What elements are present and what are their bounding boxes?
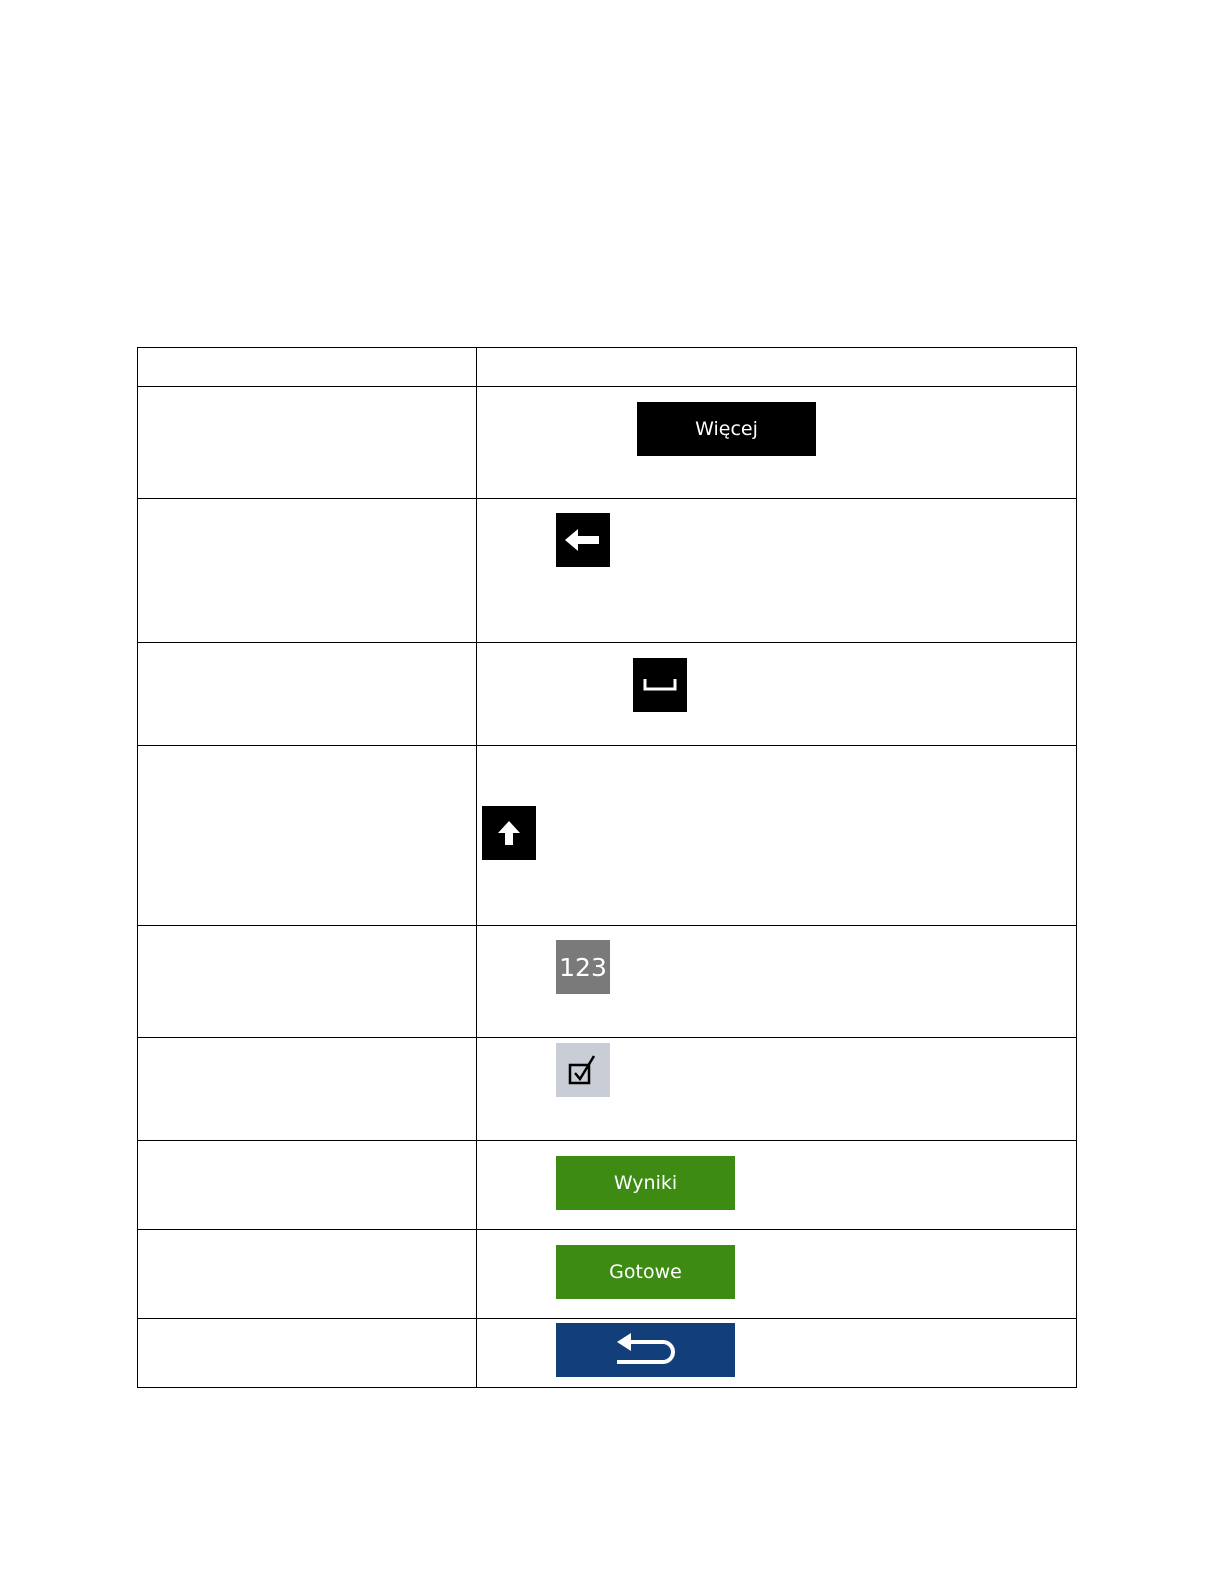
results-button[interactable] <box>556 1156 735 1210</box>
table-row <box>138 387 1077 499</box>
table-cell-action <box>477 1038 1077 1141</box>
table-cell-description <box>138 1038 477 1141</box>
table-cell-description <box>138 926 477 1038</box>
table-cell-action <box>477 746 1077 926</box>
table-row <box>138 1230 1077 1319</box>
table-cell-action <box>477 1141 1077 1230</box>
more-button[interactable] <box>637 402 816 456</box>
table-row <box>138 499 1077 643</box>
table-cell-description <box>138 499 477 643</box>
table-cell-description <box>138 1230 477 1319</box>
controls-table <box>137 347 1077 1388</box>
table-cell-action <box>477 1319 1077 1388</box>
table-cell-action <box>477 1230 1077 1319</box>
checkbox-checked-icon <box>567 1053 599 1087</box>
table-cell-action <box>477 499 1077 643</box>
table-cell-action <box>477 643 1077 746</box>
done-button-label: Gotowe <box>609 1261 682 1283</box>
table-row <box>138 1038 1077 1141</box>
table-row <box>138 1141 1077 1230</box>
space-button[interactable] <box>633 658 687 712</box>
header-cell-left <box>138 348 477 387</box>
numeric-button-label: 123 <box>559 952 607 982</box>
table-header-row <box>138 348 1077 387</box>
checkbox-button[interactable] <box>556 1043 610 1097</box>
back-button[interactable] <box>556 1323 735 1377</box>
table-row <box>138 746 1077 926</box>
up-arrow-icon <box>496 819 522 847</box>
shift-button[interactable] <box>482 806 536 860</box>
more-button-label: Więcej <box>695 418 758 440</box>
table-cell-description <box>138 1141 477 1230</box>
numeric-keyboard-button[interactable] <box>556 940 610 994</box>
backspace-button[interactable] <box>556 513 610 567</box>
table-cell-action <box>477 926 1077 1038</box>
table-cell-description <box>138 746 477 926</box>
table-cell-description <box>138 643 477 746</box>
table-cell-action <box>477 387 1077 499</box>
table-row <box>138 643 1077 746</box>
return-arrow-icon <box>611 1332 681 1368</box>
left-arrow-icon <box>563 525 603 555</box>
table-row <box>138 1319 1077 1388</box>
done-button[interactable] <box>556 1245 735 1299</box>
space-bar-icon <box>643 678 677 692</box>
header-cell-right <box>477 348 1077 387</box>
table-cell-description <box>138 387 477 499</box>
results-button-label: Wyniki <box>613 1172 678 1194</box>
table-cell-description <box>138 1319 477 1388</box>
table-row <box>138 926 1077 1038</box>
